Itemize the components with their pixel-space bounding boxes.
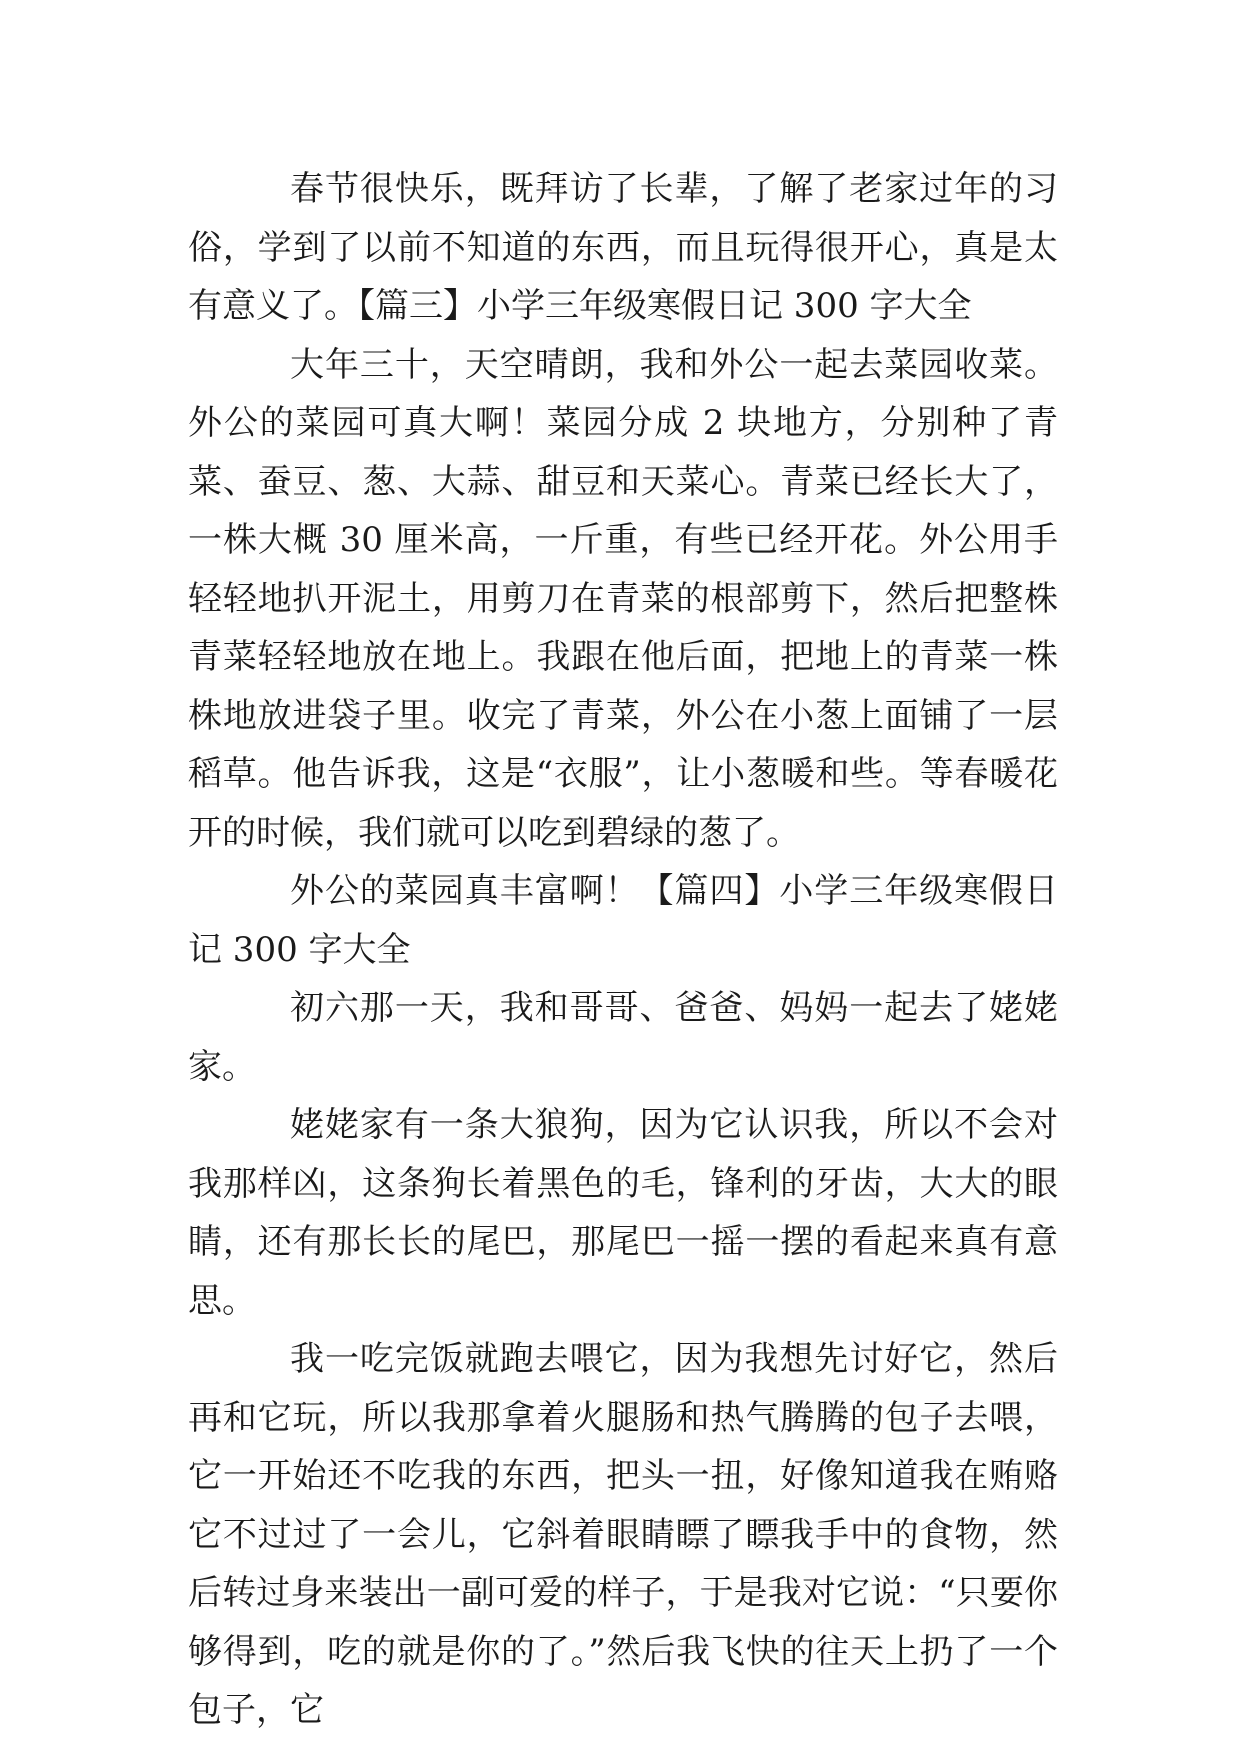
paragraph-garden-rich: 外公的菜园真丰富啊！【篇四】小学三年级寒假日记 300 字大全 xyxy=(188,871,1058,970)
paragraph-visit-grandma: 初六那一天，我和哥哥、爸爸、妈妈一起去了姥姥家。 xyxy=(188,988,1058,1087)
paragraph-vegetable-garden: 大年三十，天空晴朗，我和外公一起去菜园收菜。外公的菜园可真大啊！菜园分成 2 块地方，分别种了青菜、蚕豆、葱、大蒜、甜豆和天菜心。青菜已经长大了，一株大概 30 厘米高，一斤重，有些已经开花。外公用手轻轻地扒开泥土，用剪刀在青菜的根部剪下，然后把整株青菜轻轻地放在地上。我跟在他后面，把地上的青菜一株株地放进袋子里。收完了青菜，外公在小葱上面铺了一层稻草。他告诉我，这是“衣服”，让小葱暖和些。等春暖花开的时候，我们就可以吃到碧绿的葱了。 xyxy=(188,344,1058,853)
paragraph-feeding-dog: 我一吃完饭就跑去喂它，因为我想先讨好它，然后再和它玩，所以我那拿着火腿肠和热气腾腾的包子去喂，它一开始还不吃我的东西，把头一扭，好像知道我在贿赂它不过过了一会儿，它斜着眼睛瞟了瞟我手中的食物，然后转过身来装出一副可爱的样子，于是我对它说：“只要你够得到，吃的就是你的了。”然后我飞快的往天上扔了一个包子，它 xyxy=(188,1339,1058,1730)
paragraph-spring-festival: 春节很快乐，既拜访了长辈，了解了老家过年的习俗，学到了以前不知道的东西，而且玩得很开心，真是太有意义了。【篇三】小学三年级寒假日记 300 字大全 xyxy=(188,169,1058,326)
paragraph-wolf-dog: 姥姥家有一条大狼狗，因为它认识我，所以不会对我那样凶，这条狗长着黑色的毛，锋利的牙齿，大大的眼睛，还有那长长的尾巴，那尾巴一摇一摆的看起来真有意思。 xyxy=(188,1105,1058,1321)
document-body xyxy=(188,160,1058,1740)
